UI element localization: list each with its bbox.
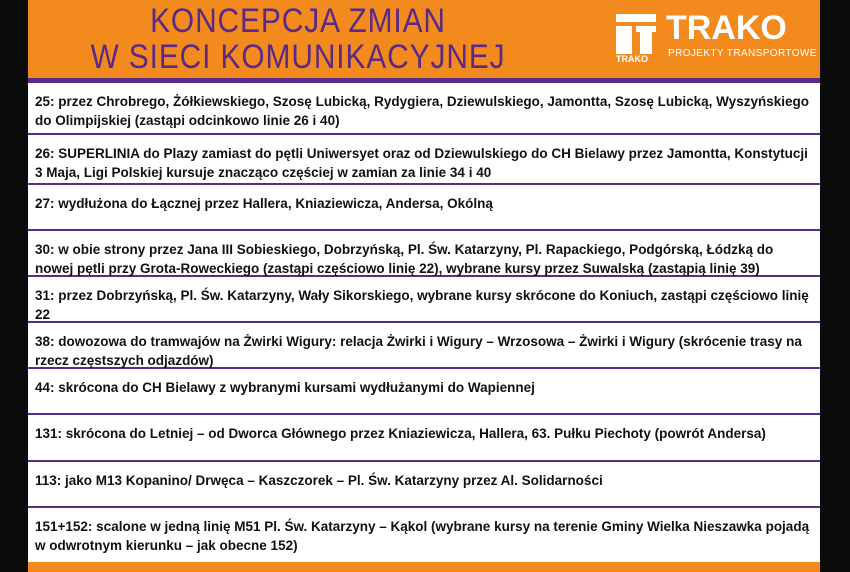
list-item-line-131: 131: skrócona do Letniej – od Dworca Głównego przez Kniaziewicza, Hallera, 63. Pułku Piechoty (powrót Andersa) — [28, 415, 820, 462]
list-item-line-26: 26: SUPERLINIA do Plazy zamiast do pętli Uniwersyet oraz od Dziewulskiego do CH Bielawy przez Jamontta, Konstytucji 3 Maja, Ligi Polskiej kursuje znacząco częściej w zamian za linie 34 i 40 — [28, 135, 820, 185]
title-line-2: W SIECI KOMUNIKACYJNEJ — [90, 38, 506, 76]
trako-logo — [610, 9, 817, 70]
trako-mark-icon — [616, 14, 656, 54]
list-item-line-25: 25: przez Chrobrego, Żółkiewskiego, Szosę Lubicką, Rydygiera, Dziewulskiego, Jamontta, Szosę Lubicką, Wyszyńskiego do Olimpijskiej (zastąpi odcinkowo linie 26 i 40) — [28, 83, 820, 135]
list-item-line-27: 27: wydłużona do Łącznej przez Hallera, Kniaziewicza, Andersa, Okólną — [28, 185, 820, 231]
right-black-bar — [820, 0, 850, 572]
list-item-line-38: 38: dowozowa do tramwajów na Żwirki Wigury: relacja Żwirki i Wigury – Wrzosowa – Żwirki i Wigury (skrócenie trasy na rzecz częstszych odjazdów) — [28, 323, 820, 369]
logo-name: TRAKO — [666, 9, 787, 47]
list-item-line-44: 44: skrócona do CH Bielawy z wybranymi kursami wydłużanymi do Wapiennej — [28, 369, 820, 415]
list-item-line-30: 30: w obie strony przez Jana III Sobieskiego, Dobrzyńską, Pl. Św. Katarzyny, Pl. Rapackiego, Podgórską, Łódzką do nowej pętli przy Grota-Roweckiego (zastąpi częściowo linię 22), wybrane kursy przez Suwalską (zastąpią linię 39) — [28, 231, 820, 277]
list-item-line-151-152: 151+152: scalone w jedną linię M51 Pl. Św. Katarzyny – Kąkol (wybrane kursy na terenie Gminy Wielka Nieszawka pojadą w odwrotnym kierunku – jak obecne 152) — [35, 519, 810, 553]
page-title — [60, 0, 535, 81]
title-line-1: KONCEPCJA ZMIAN — [150, 2, 446, 40]
list-item-line-31: 31: przez Dobrzyńską, Pl. Św. Katarzyny, Wały Sikorskiego, wybrane kursy skrócone do Koniuch, zastąpi częściowo linię 22 — [28, 277, 820, 323]
list-item-line-113: 113: jako M13 Kopanino/ Drwęca – Kaszczorek – Pl. Św. Katarzyny przez Al. Solidarności — [28, 462, 820, 508]
logo-subtitle: PROJEKTY TRANSPORTOWE — [668, 48, 817, 59]
changes-list — [28, 83, 820, 562]
left-black-bar — [0, 0, 28, 572]
footer-band — [28, 562, 820, 572]
logo-small-text: TRAKO — [616, 54, 648, 64]
